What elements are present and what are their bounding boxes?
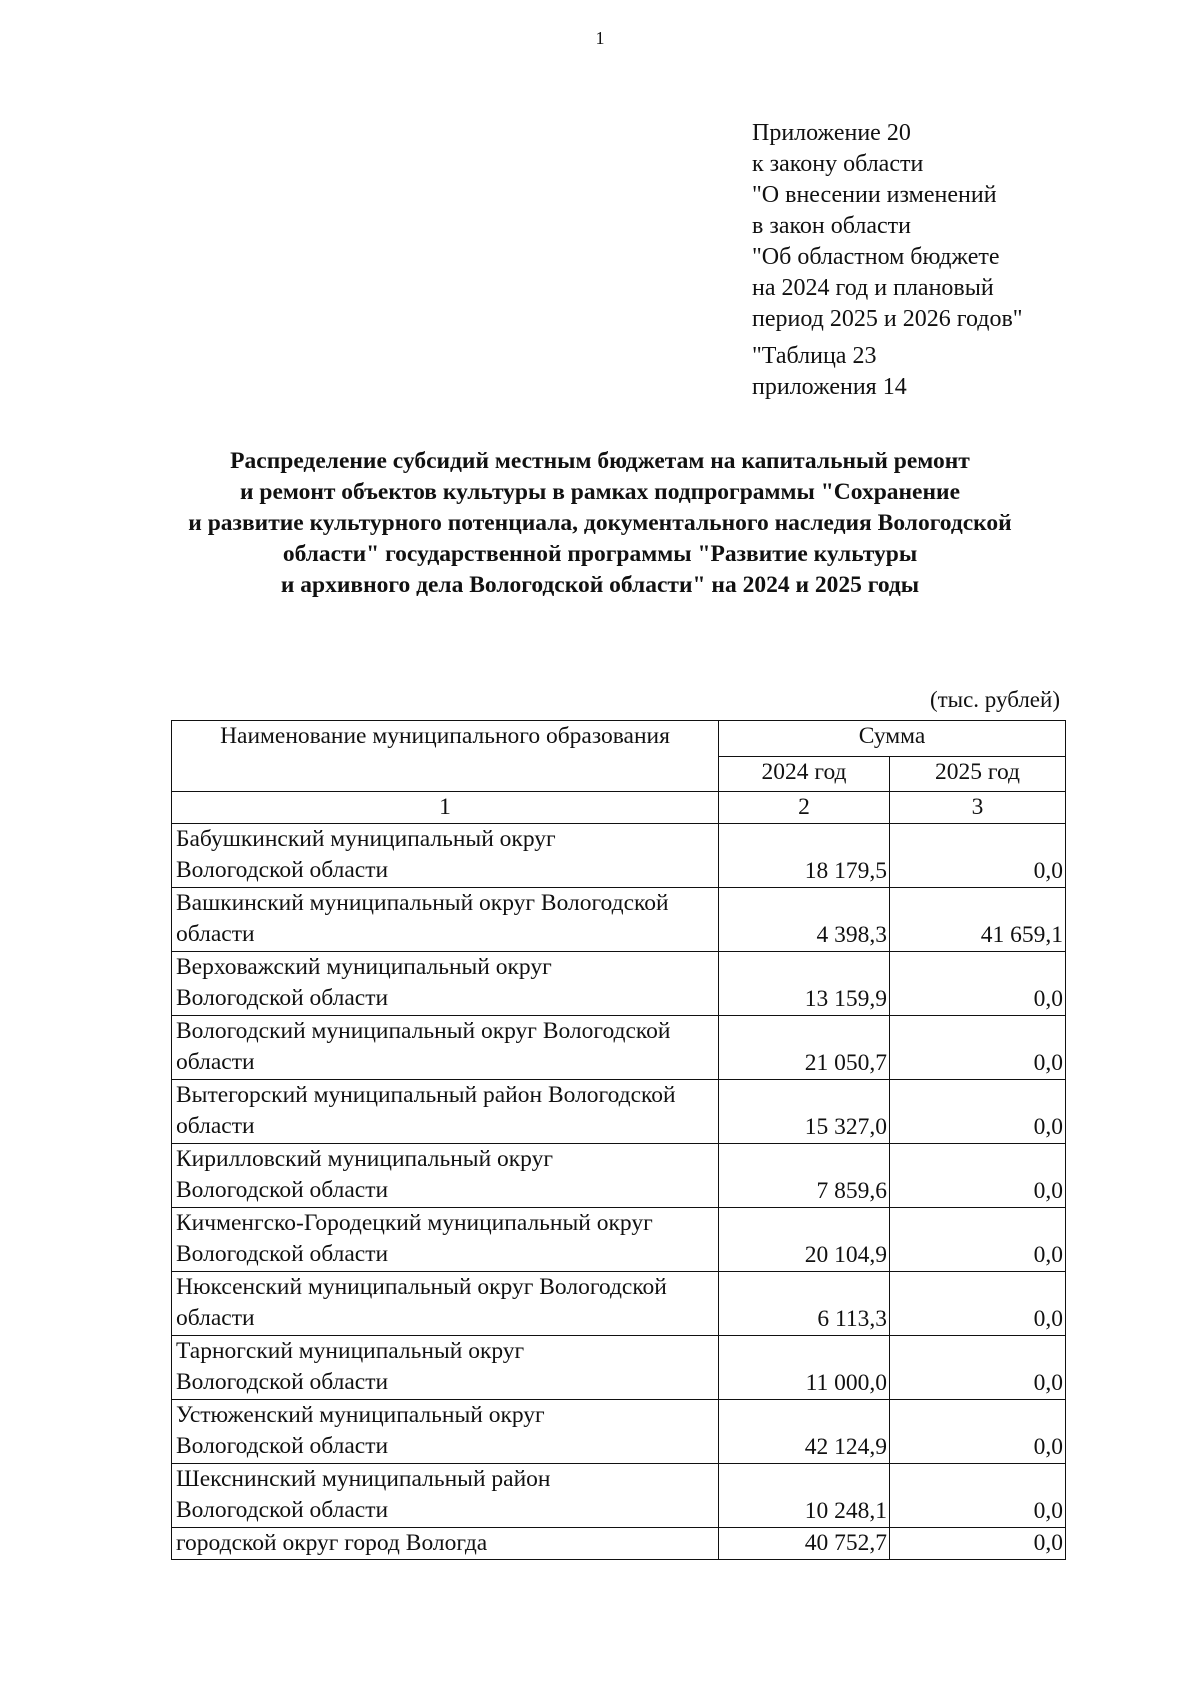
table-row <box>172 1400 1066 1464</box>
name-line: Тарногский муниципальный округ <box>176 1338 525 1364</box>
annex-block <box>752 118 1023 403</box>
annex-line: "Об областном бюджете <box>752 244 1000 270</box>
amount-2025: 41 659,1 <box>890 888 1066 952</box>
amount-2025: 0,0 <box>890 1400 1066 1464</box>
amount-2024: 11 000,0 <box>719 1336 890 1400</box>
name-line: городской округ город Вологда <box>176 1530 488 1556</box>
table-row <box>172 1336 1066 1400</box>
table-ref-line: "Таблица 23 <box>752 343 877 369</box>
units-label: (тыс. рублей) <box>929 687 1060 712</box>
municipality-name <box>172 1528 719 1560</box>
name-line: Устюженский муниципальный округ <box>176 1402 545 1428</box>
amount-2024: 21 050,7 <box>719 1016 890 1080</box>
amount-2024: 4 398,3 <box>719 888 890 952</box>
table-row <box>172 952 1066 1016</box>
title-line: области" государственной программы "Развитие культуры <box>282 541 918 567</box>
amount-2025: 0,0 <box>890 1528 1066 1560</box>
name-line: Вологодской области <box>176 857 389 883</box>
amount-2024: 18 179,5 <box>719 824 890 888</box>
column-index: 1 <box>172 792 719 824</box>
municipality-name <box>172 1464 719 1528</box>
title-line: и архивного дела Вологодской области" на 2024 и 2025 годы <box>280 572 920 598</box>
amount-2024: 15 327,0 <box>719 1080 890 1144</box>
municipality-name <box>172 1080 719 1144</box>
amount-2025: 0,0 <box>890 1272 1066 1336</box>
table-row <box>172 1144 1066 1208</box>
name-line: области <box>176 1049 255 1075</box>
table-row <box>172 1464 1066 1528</box>
name-line: Шекснинский муниципальный район <box>176 1466 551 1492</box>
annex-line: к закону области <box>752 151 924 177</box>
amount-2024: 10 248,1 <box>719 1464 890 1528</box>
column-index: 2 <box>719 792 890 824</box>
name-line: Вытегорский муниципальный район Вологодской <box>176 1082 676 1108</box>
amount-2024: 40 752,7 <box>719 1528 890 1560</box>
header-year-2025: 2025 год <box>890 756 1066 792</box>
name-line: Верховажский муниципальный округ <box>176 954 552 980</box>
annex-line: Приложение 20 <box>752 120 911 146</box>
name-line: Вологодской области <box>176 1369 389 1395</box>
title-line: и ремонт объектов культуры в рамках подпрограммы "Сохранение <box>239 479 960 505</box>
name-line: Вологодской области <box>176 1433 389 1459</box>
header-sum: Сумма <box>719 721 1066 757</box>
annex-line: на 2024 год и плановый <box>752 275 994 301</box>
table-row <box>172 1528 1066 1560</box>
document-title <box>130 446 1070 601</box>
name-line: Вологодской области <box>176 985 389 1011</box>
municipality-name <box>172 1144 719 1208</box>
municipality-name <box>172 1272 719 1336</box>
annex-line: период 2025 и 2026 годов" <box>752 306 1023 332</box>
name-line: области <box>176 921 255 947</box>
municipality-name <box>172 1016 719 1080</box>
name-line: области <box>176 1113 255 1139</box>
amount-2024: 7 859,6 <box>719 1144 890 1208</box>
table-row <box>172 1272 1066 1336</box>
amount-2025: 0,0 <box>890 1208 1066 1272</box>
municipality-name <box>172 1336 719 1400</box>
amount-2025: 0,0 <box>890 1464 1066 1528</box>
page-number: 1 <box>595 28 605 48</box>
name-line: Нюксенский муниципальный округ Вологодской <box>176 1274 667 1300</box>
annex-line: в закон области <box>752 213 911 239</box>
table-row <box>172 1080 1066 1144</box>
municipality-name <box>172 888 719 952</box>
amount-2025: 0,0 <box>890 824 1066 888</box>
amount-2025: 0,0 <box>890 1016 1066 1080</box>
name-line: области <box>176 1305 255 1331</box>
header-name: Наименование муниципального образования <box>172 721 719 792</box>
header-year-2024: 2024 год <box>719 756 890 792</box>
amount-2025: 0,0 <box>890 1336 1066 1400</box>
amount-2025: 0,0 <box>890 952 1066 1016</box>
amount-2024: 20 104,9 <box>719 1208 890 1272</box>
table-ref-line: приложения 14 <box>752 374 907 400</box>
name-line: Вашкинский муниципальный округ Вологодской <box>176 890 669 916</box>
municipality-name <box>172 824 719 888</box>
name-line: Вологодский муниципальный округ Вологодской <box>176 1018 671 1044</box>
table-row <box>172 1208 1066 1272</box>
subsidy-table <box>171 720 1066 1560</box>
municipality-name <box>172 1208 719 1272</box>
amount-2025: 0,0 <box>890 1080 1066 1144</box>
table-row <box>172 888 1066 952</box>
annex-line: "О внесении изменений <box>752 182 997 208</box>
name-line: Вологодской области <box>176 1177 389 1203</box>
amount-2024: 13 159,9 <box>719 952 890 1016</box>
column-index: 3 <box>890 792 1066 824</box>
title-line: и развитие культурного потенциала, документального наследия Вологодской <box>188 510 1012 536</box>
amount-2024: 42 124,9 <box>719 1400 890 1464</box>
table-row <box>172 824 1066 888</box>
title-line: Распределение субсидий местным бюджетам на капитальный ремонт <box>230 448 970 474</box>
municipality-name <box>172 1400 719 1464</box>
name-line: Вологодской области <box>176 1241 389 1267</box>
name-line: Кирилловский муниципальный округ <box>176 1146 554 1172</box>
municipality-name <box>172 952 719 1016</box>
name-line: Бабушкинский муниципальный округ <box>176 826 556 852</box>
table-reference <box>752 341 1023 403</box>
name-line: Вологодской области <box>176 1497 389 1523</box>
amount-2025: 0,0 <box>890 1144 1066 1208</box>
table-row <box>172 1016 1066 1080</box>
name-line: Кичменгско-Городецкий муниципальный округ <box>176 1210 653 1236</box>
amount-2024: 6 113,3 <box>719 1272 890 1336</box>
